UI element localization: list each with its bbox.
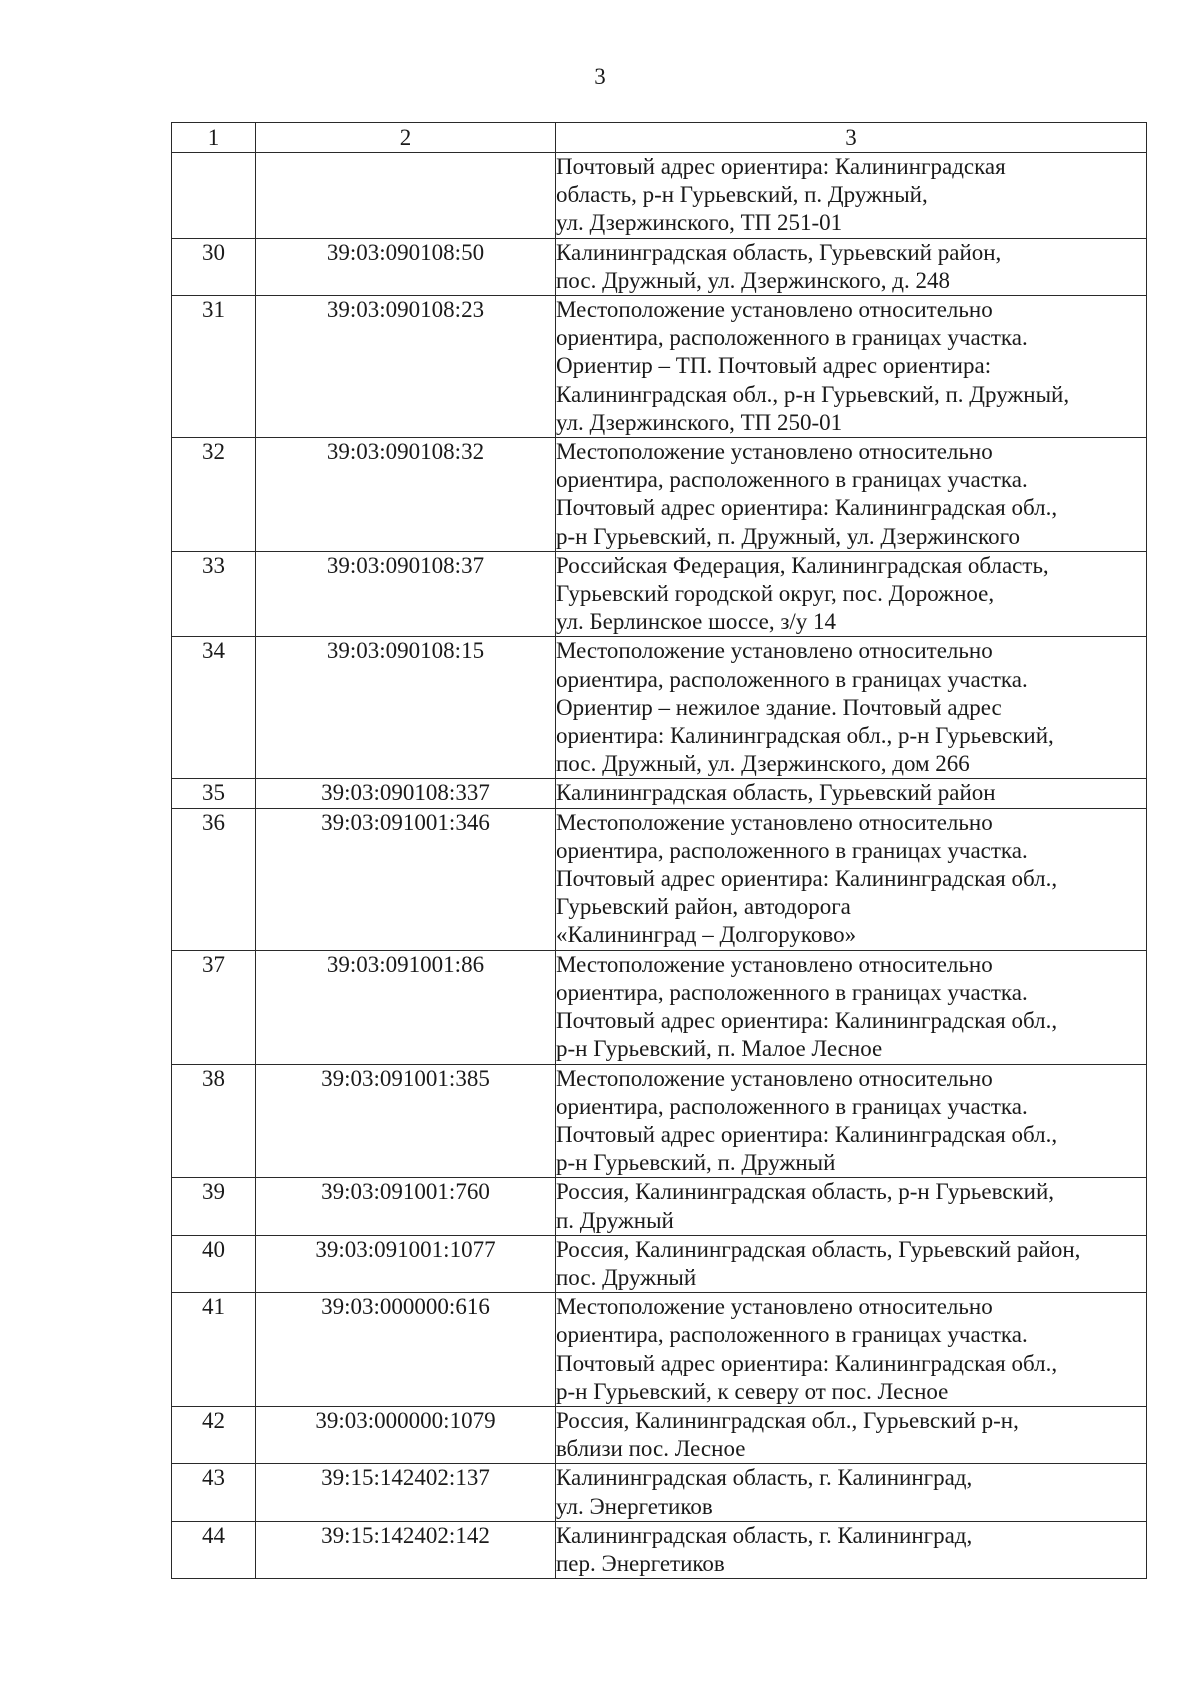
address-line: Почтовый адрес ориентира: Калининградская bbox=[556, 154, 1006, 179]
row-number-cell: 31 bbox=[172, 296, 256, 438]
address-line: область, р-н Гурьевский, п. Дружный, bbox=[556, 182, 928, 208]
address-line: ул. Дзержинского, ТП 251-01 bbox=[556, 210, 843, 236]
cadastral-number-cell: 39:03:090108:37 bbox=[256, 551, 556, 637]
address-line: «Калининград – Долгоруково» bbox=[556, 922, 857, 948]
address-cell bbox=[556, 1293, 1147, 1407]
row-number-cell: 35 bbox=[172, 779, 256, 808]
address-line: Почтовый адрес ориентира: Калининградская обл., bbox=[556, 866, 1058, 892]
table-row bbox=[172, 950, 1147, 1064]
address-line: р-н Гурьевский, п. Дружный, ул. Дзержинского bbox=[556, 523, 1021, 549]
address-cell bbox=[556, 153, 1147, 239]
cadastral-number-cell: 39:15:142402:137 bbox=[256, 1464, 556, 1521]
address-line: ориентира, расположенного в границах участка. bbox=[556, 979, 1028, 1005]
address-cell bbox=[556, 551, 1147, 637]
table-row bbox=[172, 1064, 1147, 1178]
address-line: Калининградская область, Гурьевский район, bbox=[556, 239, 1002, 265]
cadastral-number-cell: 39:03:090108:337 bbox=[256, 779, 556, 808]
cadastral-number-cell: 39:03:091001:1077 bbox=[256, 1235, 556, 1292]
address-line: ул. Берлинское шоссе, з/у 14 bbox=[556, 609, 837, 635]
row-number-cell: 36 bbox=[172, 808, 256, 950]
cadastral-number-cell: 39:03:000000:616 bbox=[256, 1293, 556, 1407]
address-line: пос. Дружный, ул. Дзержинского, д. 248 bbox=[556, 267, 950, 293]
table-row bbox=[172, 153, 1147, 239]
address-line: р-н Гурьевский, п. Дружный bbox=[556, 1150, 836, 1176]
table-header-row bbox=[172, 123, 1147, 153]
address-line: Россия, Калининградская обл., Гурьевский р-н, bbox=[556, 1407, 1019, 1433]
address-line: Местоположение установлено относительно bbox=[556, 297, 993, 323]
address-line: Российская Федерация, Калининградская область, bbox=[556, 552, 1049, 578]
cadastral-number-cell: 39:03:091001:346 bbox=[256, 808, 556, 950]
address-line: ориентира, расположенного в границах участка. bbox=[556, 1093, 1028, 1119]
address-line: р-н Гурьевский, п. Малое Лесное bbox=[556, 1036, 883, 1062]
cadastral-number-cell: 39:03:090108:32 bbox=[256, 438, 556, 552]
address-line: Почтовый адрес ориентира: Калининградская обл., bbox=[556, 495, 1058, 521]
column-header-cadastral: 2 bbox=[256, 123, 556, 153]
cadastral-number-cell: 39:03:091001:385 bbox=[256, 1064, 556, 1178]
address-line: пос. Дружный, ул. Дзержинского, дом 266 bbox=[556, 751, 970, 777]
address-line: Россия, Калининградская область, Гурьевский район, bbox=[556, 1236, 1081, 1262]
cadastral-number-cell: 39:03:091001:760 bbox=[256, 1178, 556, 1235]
table-row bbox=[172, 1178, 1147, 1235]
address-line: ул. Энергетиков bbox=[556, 1493, 713, 1519]
address-cell bbox=[556, 238, 1147, 295]
address-line: пер. Энергетиков bbox=[556, 1550, 725, 1576]
table-row bbox=[172, 1406, 1147, 1463]
page-number: 3 bbox=[594, 64, 606, 89]
address-cell bbox=[556, 1064, 1147, 1178]
address-line: Ориентир – нежилое здание. Почтовый адрес bbox=[556, 694, 1002, 720]
table-row bbox=[172, 1464, 1147, 1521]
table-row bbox=[172, 296, 1147, 438]
row-number-cell bbox=[172, 153, 256, 239]
cadastral-number-cell: 39:03:090108:23 bbox=[256, 296, 556, 438]
address-line: Россия, Калининградская область, р-н Гурьевский, bbox=[556, 1179, 1055, 1205]
table-row bbox=[172, 779, 1147, 808]
address-line: ориентира, расположенного в границах участка. bbox=[556, 467, 1028, 493]
address-line: Гурьевский район, автодорога bbox=[556, 894, 851, 920]
table-body bbox=[172, 153, 1147, 1579]
address-line: Почтовый адрес ориентира: Калининградская обл., bbox=[556, 1350, 1058, 1376]
address-cell bbox=[556, 950, 1147, 1064]
address-line: Калининградская область, Гурьевский район bbox=[556, 780, 996, 806]
address-cell bbox=[556, 1521, 1147, 1578]
cadastral-number-cell: 39:03:091001:86 bbox=[256, 950, 556, 1064]
row-number-cell: 44 bbox=[172, 1521, 256, 1578]
address-line: Местоположение установлено относительно bbox=[556, 1294, 993, 1320]
address-cell bbox=[556, 808, 1147, 950]
cadastral-number-cell: 39:15:142402:142 bbox=[256, 1521, 556, 1578]
row-number-cell: 33 bbox=[172, 551, 256, 637]
address-line: Калининградская обл., р-н Гурьевский, п. Дружный, bbox=[556, 381, 1070, 407]
row-number-cell: 41 bbox=[172, 1293, 256, 1407]
row-number-cell: 40 bbox=[172, 1235, 256, 1292]
land-plot-table bbox=[171, 122, 1147, 1579]
address-cell bbox=[556, 1406, 1147, 1463]
table-row bbox=[172, 551, 1147, 637]
address-line: Местоположение установлено относительно bbox=[556, 638, 993, 664]
address-line: ориентира, расположенного в границах участка. bbox=[556, 837, 1028, 863]
row-number-cell: 30 bbox=[172, 238, 256, 295]
address-cell bbox=[556, 1464, 1147, 1521]
row-number-cell: 43 bbox=[172, 1464, 256, 1521]
address-line: Местоположение установлено относительно bbox=[556, 1065, 993, 1091]
address-line: Местоположение установлено относительно bbox=[556, 951, 993, 977]
table-row bbox=[172, 1235, 1147, 1292]
address-line: пос. Дружный bbox=[556, 1264, 697, 1290]
address-line: п. Дружный bbox=[556, 1207, 674, 1233]
address-line: ориентира, расположенного в границах участка. bbox=[556, 325, 1028, 351]
address-line: Калининградская область, г. Калининград, bbox=[556, 1465, 973, 1491]
address-cell bbox=[556, 1235, 1147, 1292]
row-number-cell: 37 bbox=[172, 950, 256, 1064]
row-number-cell: 39 bbox=[172, 1178, 256, 1235]
table-row bbox=[172, 808, 1147, 950]
address-line: Местоположение установлено относительно bbox=[556, 439, 993, 465]
cadastral-number-cell: 39:03:000000:1079 bbox=[256, 1406, 556, 1463]
table-row bbox=[172, 1293, 1147, 1407]
table-row bbox=[172, 637, 1147, 779]
address-line: Местоположение установлено относительно bbox=[556, 809, 993, 835]
address-line: ориентира, расположенного в границах участка. bbox=[556, 1322, 1028, 1348]
address-line: вблизи пос. Лесное bbox=[556, 1436, 746, 1462]
table-row bbox=[172, 438, 1147, 552]
row-number-cell: 42 bbox=[172, 1406, 256, 1463]
cadastral-number-cell bbox=[256, 153, 556, 239]
address-cell bbox=[556, 438, 1147, 552]
address-line: Гурьевский городской округ, пос. Дорожное, bbox=[556, 581, 995, 607]
cadastral-number-cell: 39:03:090108:15 bbox=[256, 637, 556, 779]
address-cell bbox=[556, 779, 1147, 808]
column-header-number: 1 bbox=[172, 123, 256, 153]
address-cell bbox=[556, 296, 1147, 438]
address-cell bbox=[556, 637, 1147, 779]
address-line: ул. Дзержинского, ТП 250-01 bbox=[556, 409, 843, 435]
address-line: Почтовый адрес ориентира: Калининградская обл., bbox=[556, 1008, 1058, 1034]
address-line: ориентира: Калининградская обл., р-н Гурьевский, bbox=[556, 723, 1054, 749]
address-line: Ориентир – ТП. Почтовый адрес ориентира: bbox=[556, 353, 992, 379]
address-line: Калининградская область, г. Калининград, bbox=[556, 1522, 973, 1548]
address-cell bbox=[556, 1178, 1147, 1235]
address-line: Почтовый адрес ориентира: Калининградская обл., bbox=[556, 1121, 1058, 1147]
row-number-cell: 34 bbox=[172, 637, 256, 779]
address-line: ориентира, расположенного в границах участка. bbox=[556, 666, 1028, 692]
row-number-cell: 32 bbox=[172, 438, 256, 552]
table-row bbox=[172, 1521, 1147, 1578]
column-header-address: 3 bbox=[556, 123, 1147, 153]
cadastral-number-cell: 39:03:090108:50 bbox=[256, 238, 556, 295]
row-number-cell: 38 bbox=[172, 1064, 256, 1178]
address-line: р-н Гурьевский, к северу от пос. Лесное bbox=[556, 1378, 949, 1404]
table-row bbox=[172, 238, 1147, 295]
